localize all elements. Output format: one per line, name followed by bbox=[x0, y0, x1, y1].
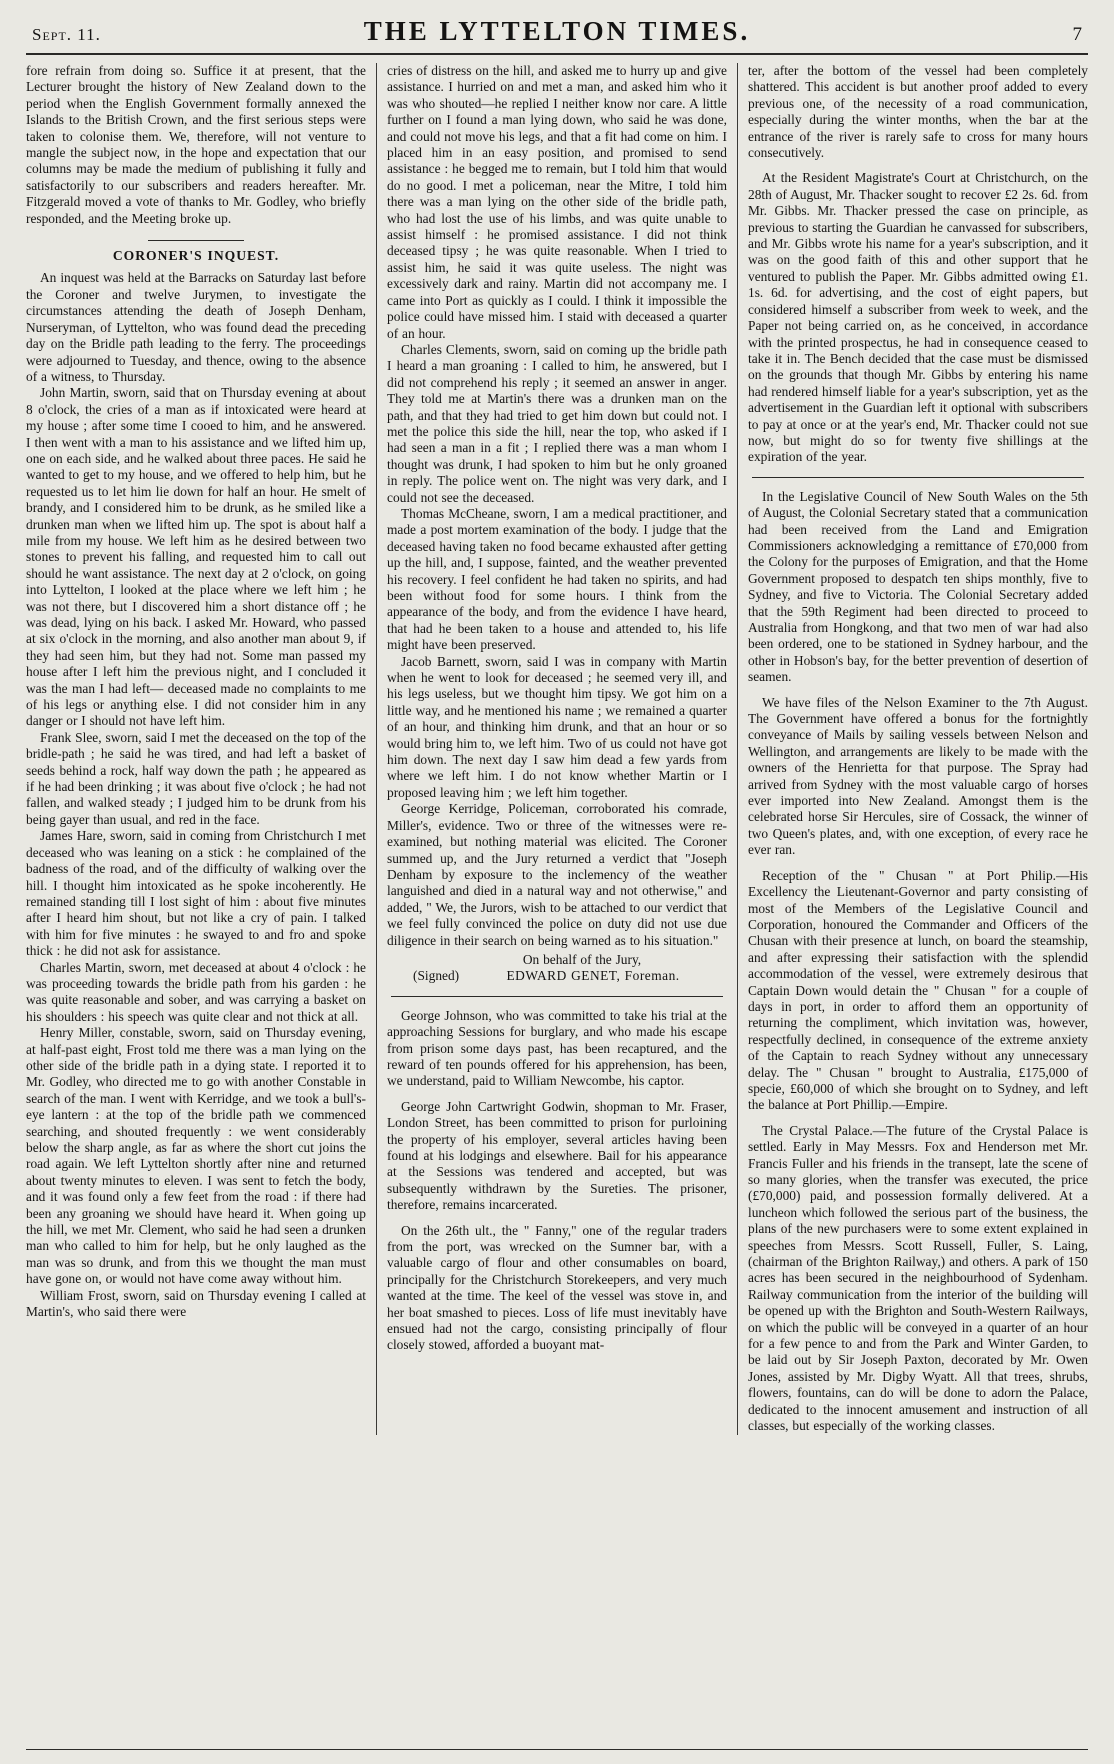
column-1 bbox=[26, 63, 366, 1435]
column-3 bbox=[748, 63, 1088, 1435]
paragraph: cries of distress on the hill, and asked me to hurry up and give assistance. I hurried on and met a man, and asked him who it was who shouted—he replied I neither know nor care. A little further on I found a man lying down, who said he was done, and could not move his legs, and that a fit had come on him. I placed him in an easy position, and promised to send assistance : he begged me to remain, but I told him that would do no good. I met a policeman, near the Mitre, I told him there was a man lying on the other side of the bridle path, who had lost the use of his limbs, and was quite unable to assist himself : he promised assistance. I did not think deceased tipsy ; he was quite reasonable. When I tried to assist him, he said it was quite useless. The night was excessively dark and rainy. Martin did not accompany me. I came into Port as quickly as I could. I think it impossible the police could have missed him. I staid with deceased a quarter of an hour. bbox=[387, 63, 727, 341]
paragraph: fore refrain from doing so. Suffice it at present, that the Lecturer brought the history of New Zealand down to the period when the English Government formally annexed the Islands to the British Crown, and the first serious steps were taken to colonise them. We, therefore, will not venture to mangle the subject now, in the hope and expectation that our columns may be made the medium of publishing it fully and satisfactorily to our subscribers and readers hereafter. Mr. Fitzgerald moved a vote of thanks to Mr. Godley, who briefly responded, and the Meeting broke up. bbox=[26, 63, 366, 226]
section-divider bbox=[752, 477, 1084, 478]
signature-line: On behalf of the Jury, bbox=[522, 951, 642, 967]
column-2 bbox=[387, 63, 727, 1435]
signature-line bbox=[387, 968, 727, 984]
masthead-title: THE LYTTELTON TIMES. bbox=[363, 16, 751, 46]
section-divider bbox=[391, 996, 723, 997]
paragraph: At the Resident Magistrate's Court at Christchurch, on the 28th of August, Mr. Thacker sought to recover £2 2s. 6d. from Mr. Gibbs. Mr. Thacker pressed the case on principle, as previous to starting the Guardian he canvassed for subscribers, and Mr. Gibbs wrote his name for a year's subscription, and it was on the good faith of this and other support that he ventured to publish the Paper. Mr. Gibbs admitted owing £1. 1s. 6d. for advertising, and the cost of eight papers, but considered himself a subscriber from week to week, and the Paper not being carried on, as he conceived, in accordance with the printed prospectus, he had in consequence ceased to take it in. The Bench decided that the case must be dismissed on the grounds that though Mr. Gibbs by entering his name had rendered himself liable for a year's subscription, yet as the advertisement in the Guardian left it optional with subscribers to pay at once or at the year's end, Mr. Thacker could not sue now, but might do so for twenty five shillings at the expiration of the year. bbox=[748, 170, 1088, 465]
columns-container bbox=[0, 55, 1114, 1435]
paragraph: On the 26th ult., the " Fanny," one of the regular traders from the port, was wrecked on the Sumner bar, with a valuable cargo of flour and other consumables on board, principally for the Christchurch Storekeepers, and very much wanted at the time. The keel of the vessel was stove in, and her boat smashed to pieces. Loss of life must inevitably have ensued had not the cargo, consisting principally of flour closely stowed, afforded a buoyant mat- bbox=[387, 1222, 727, 1353]
paragraph: Jacob Barnett, sworn, said I was in company with Martin when he went to look for deceased ; he seemed very ill, and his legs useless, but we thought him tipsy. We got him on a little way, and he mentioned his name ; we remained a quarter of an hour, and thinking him drunk, and that an hour or so would bring him to, we left him. Two of us could not have got him down. The next day I saw him dead a few yards from where we left him. I do not know whether Martin or I proposed leaving him ; we left him together. bbox=[387, 653, 727, 800]
paragraph: George John Cartwright Godwin, shopman to Mr. Fraser, London Street, has been committed to prison for purloining the property of his employer, several articles having been found at his lodgings and elsewhere. Bail for his appearance at the Sessions was tendered and accepted, but was subsequently withdrawn by the Sureties. The prisoner, therefore, remains incarcerated. bbox=[387, 1098, 727, 1213]
paragraph: Charles Clements, sworn, said on coming up the bridle path I heard a man groaning : I called to him, he answered, but I did not comprehend his reply ; it seemed an answer in anger. They told me at Martin's there was a drunken man on the path, and that they had tried to get him down but could not. I met the police this side the hill, near the top, who asked if I had seen a man in a fit ; I replied there was a man whom I thought was drunk, I had spoken to him but he only groaned in reply. The police went on. The night was very dark, and I could not see the deceased. bbox=[387, 341, 727, 505]
paragraph: John Martin, sworn, said that on Thursday evening at about 8 o'clock, the cries of a man as if intoxicated were heard at my house ; after some time I cooed to him, and he answered. I then went with a man to his assistance and we lifted him up, one on each side, and he walked about three paces. He said he wanted to get to my house, and we offered to help him, but he requested us to let him lie down for half an hour. He smelt of brandy, and I considered him to be drunk, as he smiled like a drunken man when we lifted him up. The spot is about half a mile from my house. We left him as he desired between two stones to prevent his falling, and requested him to call out should he want assistance. The next day at 2 o'clock, on going into Lyttelton, I looked at the place where we left him ; he was not there, but I discovered him a short distance off ; he was dead, lying on his back. I asked Mr. Howard, who passed at six o'clock in the morning, and also another man about 9, if they had seen him, but they had not. Some man passed my house after I left him the previous night, and I concluded it was the man I had left— deceased made no complaints to me of his legs or anything else. I did not consider him in any danger or I should not have left him. bbox=[26, 385, 366, 729]
paragraph: The Crystal Palace.—The future of the Crystal Palace is settled. Early in May Messrs. Fox and Henderson met Mr. Francis Fuller and his friends in the transept, late the scene of so many glories, when the transfer was executed, the price (£70,000) paid, and possession formally delivered. At a luncheon which followed the serious part of the business, the plans of the new purchasers were to some extent explained in speeches from Messrs. Scott Russell, Fuller, S. Laing, (chairman of the Brighton Railway,) and others. A park of 150 acres has been secured in the neighbourhood of Sydenham. Railway communication from the interior of the building will be opened up with the Brighton and South-Western Railways, on which the public will be conveyed in a quarter of an hour for a few pence to and from the Park and Winter Garden, to be laid out by Sir Joseph Paxton, decorated by Mr. Owen Jones, assisted by Mr. Digby Wyatt. All that trees, shrubs, flowers, fountains, can do will be done to adorn the Palace, dedicated to the innocent amusement and instruction of all classes, but especially of the working classes. bbox=[748, 1122, 1088, 1434]
masthead-page-number: 7 bbox=[1072, 24, 1082, 45]
paragraph: Henry Miller, constable, sworn, said on Thursday evening, at half-past eight, Frost told me there was a man lying on the other side of the bridle path in a dying state. I reported it to Mr. Godley, who directed me to go with another Constable in search of the man. I went with Kerridge, and we took a bull's-eye lantern : at the top of the bridle path we commenced searching, and shouted frequently : we went considerably below the sharp angle, as far as where the short cut joins the road again. We left Lyttelton shortly after nine and returned about twenty minutes to eleven. I was sent to fetch the body, and it was found only a few feet from the road : if there had been any groaning we should have heard it. When going up the hill, we met Mr. Clement, who said he had seen a drunken man who called to him for help, but he only laughed as the man was so drunk, and from this we thought the man must have gone on, or would not have come away without him. bbox=[26, 1025, 366, 1287]
paragraph: Charles Martin, sworn, met deceased at about 4 o'clock : he was proceeding towards the bridle path from his garden : he was quite reasonable and sober, and was carrying a basket on his shoulders : his speech was quite clear and not thick at all. bbox=[26, 959, 366, 1024]
paragraph: Thomas McCheane, sworn, I am a medical practitioner, and made a post mortem examination of the body. I judge that the deceased having taken no food became exhausted after getting up the hill, and, I suppose, fainted, and the weather prevented his recovery. I feel confident he had taken no spirits, and had been without food for some hours. I think from the appearance of the body, and from the evidence I have heard, that had he been taken to a house and attended to, his life might have been preserved. bbox=[387, 505, 727, 653]
paragraph: James Hare, sworn, said in coming from Christchurch I met deceased who was leaning on a stick : he complained of the badness of the road, and of the difficulty of walking over the hill. I thought him intoxicated as he spoke incoherently. He remained standing till I lost sight of him : about five minutes after I heard him shout, but not like a cry of pain. I talked with him for five minutes : he swayed to and fro and spoke thick : he did not ask for assistance. bbox=[26, 828, 366, 959]
paragraph: George Johnson, who was committed to take his trial at the approaching Sessions for burglary, and who made his escape from prison some days past, has been recaptured, and the reward of ten pounds offered for his apprehension, has been, we understand, paid to William Newcombe, his captor. bbox=[387, 1007, 727, 1089]
column-divider bbox=[376, 63, 377, 1435]
column-divider bbox=[737, 63, 738, 1435]
paragraph: An inquest was held at the Barracks on Saturday last before the Coroner and twelve Jurymen, to investigate the circumstances attending the death of Joseph Denham, Nurseryman, of Lyttelton, who was found dead the preceding day on the Bridle path leading to the ferry. The proceedings were adjourned to Tuesday, and thence, owing to the absence of a witness, to Thursday. bbox=[26, 270, 366, 384]
paragraph: Reception of the " Chusan " at Port Philip.—His Excellency the Lieutenant-Governor and party consisting of most of the Members of the Legislative Council and Corporation, honoured the Commander and Officers of the Chusan with their presence at lunch, on board the steamship, and after expressing their satisfaction with the splendid accommodation of the vessel, were extremely desirous that Captain Down would detain the " Chusan " for a couple of days in port, in order to afford them an opportunity of returning the compliment, which invitation was, however, respectfully declined, in consequence of the extreme anxiety of the Captain to reach Sydney without any unnecessary delay. The " Chusan " brought to Australia, £175,000 of specie, £60,000 of which she brought on to Sydney, and left the balance at Port Phillip.—Empire. bbox=[748, 867, 1088, 1113]
footer-rule bbox=[26, 1749, 1088, 1750]
signed-label: (Signed) bbox=[413, 968, 460, 984]
section-heading: CORONER'S INQUEST. bbox=[112, 248, 280, 264]
section-divider bbox=[148, 240, 244, 241]
masthead bbox=[0, 0, 1114, 51]
paragraph: George Kerridge, Policeman, corroborated his comrade, Miller's, evidence. Two or three of the witnesses were re-examined, but nothing material was elicited. The Coroner summed up, and the Jury returned a verdict that "Joseph Denham by exposure to the inclemency of the weather languished and died in a natural way and not otherwise," and added, " We, the Jurors, wish to be attached to our verdict that we feel fully convinced the police on duty did not use due diligence in their search on being warned as to his situation." bbox=[387, 801, 727, 948]
signature-name: EDWARD GENET, Foreman. bbox=[506, 968, 680, 984]
paragraph: William Frost, sworn, said on Thursday evening I called at Martin's, who said there were bbox=[26, 1287, 366, 1320]
paragraph: We have files of the Nelson Examiner to the 7th August. The Government have offered a bonus for the fortnightly conveyance of Mails by sailing vessels between Nelson and Wellington, and arrangements are likely to be made with the owners of the Henrietta for that purpose. The Spray had arrived from Sydney with the most valuable cargo of horses ever imported into New Zealand. Amongst them is the celebrated horse Sir Hercules, sire of Cossack, the winner of two Queen's plates, and, with one exception, of every race he ever ran. bbox=[748, 694, 1088, 858]
paragraph: Frank Slee, sworn, said I met the deceased on the top of the bridle-path ; he said he was tired, and had left a basket of seeds behind a rock, half way down the path ; he appeared as if he had been drinking ; it was about five o'clock ; he had not fallen, and walked steady ; I judged him to be drunk from his being gayer than usual, and red in the face. bbox=[26, 729, 366, 827]
signature-block bbox=[387, 952, 727, 985]
masthead-date: Sept. 11. bbox=[32, 25, 101, 44]
paragraph: In the Legislative Council of New South Wales on the 5th of August, the Colonial Secretary stated that a communication had been received from the Land and Emigration Commissioners acknowledging a remittance of £70,000 from the Colony for the purposes of Emigration, and that the Home Government proposed to despatch ten ships monthly, five to Sydney, and five to Victoria. The Colonial Secretary added that the 59th Regiment had been directed to proceed to Australia from Hongkong, and that two men of war had also been ordered, one to be stationed in Sydney harbour, and the other in Hobson's bay, for the better prevention of desertion of seamen. bbox=[748, 488, 1088, 685]
paragraph: ter, after the bottom of the vessel had been completely shattered. This accident is but another proof added to every previous one, of the necessity of a road communication, especially during the winter months, when the bar at the entrance of the river is rarely safe to cross for many hours consecutively. bbox=[748, 63, 1088, 161]
